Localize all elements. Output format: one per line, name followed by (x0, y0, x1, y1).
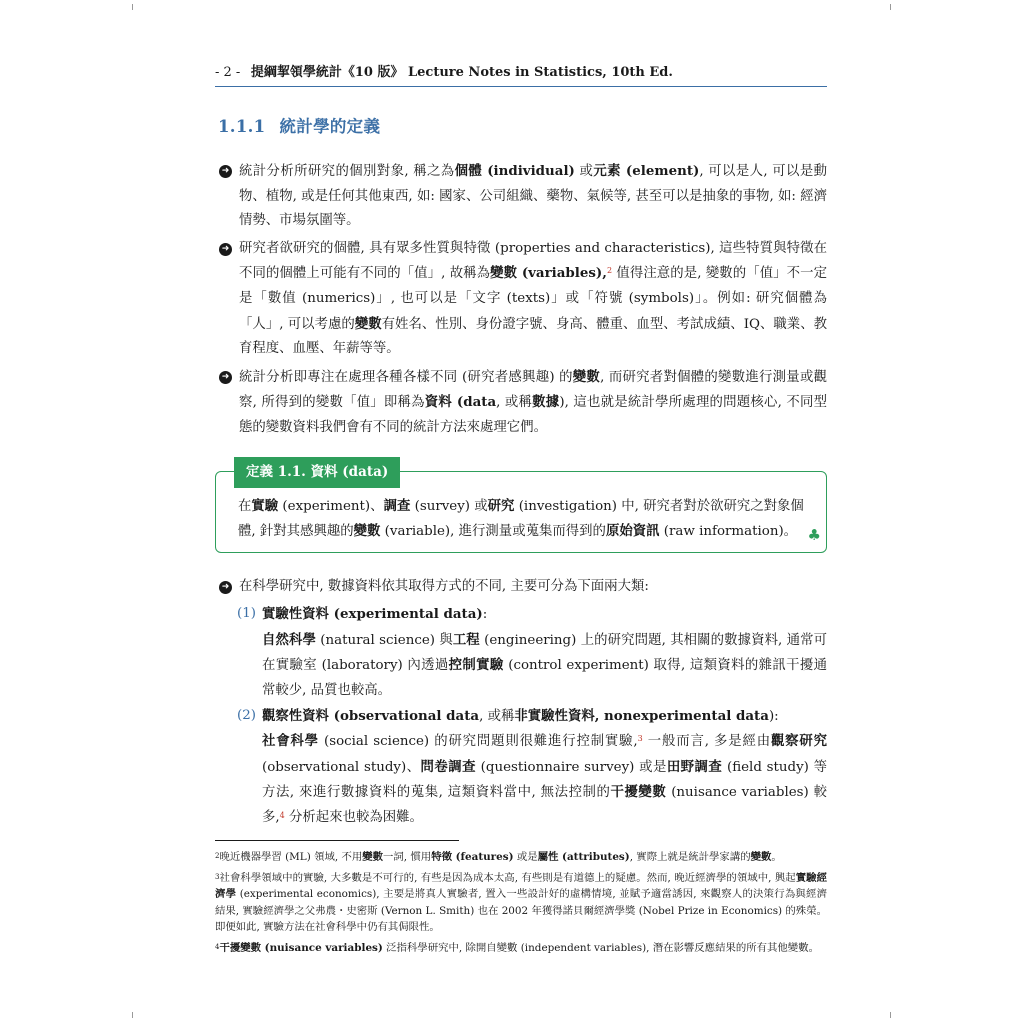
footnote-text (219, 942, 819, 954)
bold-term: 研究 (487, 497, 515, 514)
bold-term: 變數 (variables) (490, 265, 603, 282)
text-run: : (482, 607, 488, 623)
definition-text (238, 499, 804, 539)
bold-term: 觀察性資料 (observational data (262, 707, 480, 724)
bold-term: 田野調查 (666, 758, 723, 775)
sub-item-title (262, 607, 487, 622)
bold-term: 工程 (452, 631, 480, 648)
text-run: , 實際上就是統計學家講的 (629, 851, 751, 864)
bold-term: 實驗性資料 (experimental data) (262, 606, 483, 623)
text-run: (natural science) 與 (315, 632, 453, 648)
text-run: , 或稱 (479, 708, 515, 724)
sub-item-text (262, 734, 827, 825)
text-run: 泛指科學研究中, 除開自變數 (independent variables), 潛在影響反應結果的所有其他變數。 (382, 941, 819, 954)
text-run: 晚近機器學習 (ML) 領域, 不用 (219, 851, 363, 864)
footnote-text (219, 851, 781, 863)
bullet-list-2 (215, 575, 827, 831)
text-run: , 而研究者對個體的變數進行測量或觀察, 所得到的變數「值」即稱為 (239, 369, 828, 411)
footnote-mark: 3 (215, 872, 220, 881)
sub-item-title (262, 709, 779, 724)
footnote-divider (215, 840, 459, 841)
bold-term: 觀察研究 (770, 733, 828, 750)
footnote-reference: 4 (279, 810, 285, 820)
sub-item-number: (1) (237, 606, 256, 622)
arrow-circle-icon: ➜ (219, 165, 232, 178)
document-page (215, 60, 827, 960)
bold-term: 個體 (individual) (454, 163, 575, 179)
bullet-list (215, 159, 827, 441)
footnote (215, 870, 827, 936)
crop-mark (890, 4, 891, 10)
sub-item-heading (215, 704, 827, 730)
section-number: 1.1.1 (218, 117, 266, 136)
bullet-text: 在科學研究中, 數據資料依其取得方式的不同, 主要可分為下面兩大類: (239, 578, 649, 594)
text-run: 一般而言, 多是經由 (642, 734, 771, 750)
bold-term: 變數 (353, 522, 381, 539)
sub-item-text (262, 633, 827, 698)
bullet-item (215, 365, 827, 441)
text-run: (social science) 的研究問題則很難進行控制實驗, (318, 734, 638, 750)
arrow-circle-icon: ➜ (219, 581, 232, 594)
text-run: (experimental economics), 主要是將真人實驗者, 置入一些設計好的虛構情境, 並賦予適當誘因, 來觀察人的決策行為與經濟結果, 實驗經濟學之父弗農・史密斯 (Vernon L. Smith) 也在 2002 年獲得諾貝爾經濟學獎 (Nobel Prize in Economics) 的殊榮。即便如此, 實驗方法在社會科學中仍有其侷限性。 (215, 888, 827, 934)
crop-mark (132, 4, 133, 10)
bold-term: 變數 (354, 315, 382, 332)
bold-term: 干擾變數 (nuisance variables) (219, 941, 383, 954)
sub-item-body (215, 628, 827, 704)
footnote-text (215, 872, 827, 934)
text-run: (observational study)、 (262, 759, 421, 775)
crop-mark (132, 1012, 133, 1018)
sub-item-body (215, 729, 827, 830)
running-header (215, 60, 827, 87)
text-run: 有姓名、性別、身份證字號、身高、體重、血型、考試成績、IQ、職業、教育程度、血壓、年薪等等。 (239, 316, 828, 357)
bullet-item (215, 237, 827, 362)
bold-term: 實驗 (251, 497, 279, 514)
page-number: - 2 - (215, 65, 241, 80)
text-run: (survey) 或 (410, 498, 488, 514)
bold-term: 元素 (element) (593, 163, 700, 179)
bold-term: 問卷調查 (420, 758, 476, 775)
footnotes (215, 849, 827, 956)
footnote-reference: 3 (637, 734, 643, 744)
bold-term: 變數 (750, 851, 772, 864)
bold-term: 社會科學 (262, 733, 319, 750)
book-title: 提綱挈領學統計《10 版》 Lecture Notes in Statistics, 10th Ed. (250, 65, 673, 80)
bold-term: 特徵 (features) (431, 851, 514, 864)
bold-term: 控制實驗 (448, 657, 504, 674)
bold-term: 非實驗性資料, nonexperimental data (514, 707, 769, 724)
bullet-item (215, 159, 827, 234)
text-run: , 或稱 (496, 395, 533, 411)
bold-term: 變數 (572, 368, 601, 385)
footnote-mark: 2 (215, 852, 220, 861)
bold-term: 自然科學 (262, 631, 316, 648)
bullet-text (239, 370, 827, 435)
bold-term: 干擾變數 (610, 784, 667, 801)
text-run: (variable), 進行測量或蒐集而得到的 (380, 523, 606, 539)
text-run: 一詞, 慣用 (383, 851, 432, 864)
text-run: (field study) 等方法, 來進行數據資料的蒐集, 這類資料當中, 無法控制的 (262, 759, 827, 801)
bold-term: 調查 (383, 497, 411, 514)
text-run: 值得注意的是, 變數的「值」不一定是「數值 (numerics)」, 也可以是「文字 (texts)」或「符號 (symbols)」。例如: 研究個體為「人」, 可以考慮的 (239, 266, 827, 332)
arrow-circle-icon: ➜ (219, 243, 232, 256)
text-run: ): (768, 708, 779, 724)
text-run: 或是 (513, 851, 538, 864)
sub-item-heading (215, 602, 827, 628)
footnote-reference: 2 (606, 266, 613, 276)
text-run: (experiment)、 (278, 498, 384, 514)
text-run: 統計分析即專注在處理各種各樣不同 (研究者感興趣) 的 (239, 369, 573, 385)
footnote-mark: 4 (215, 942, 220, 951)
text-run: 。 (771, 851, 782, 864)
text-run: (raw information)。 (659, 523, 798, 539)
footnote (215, 849, 827, 866)
text-run: , 可以是人, 可以是動物、植物, 或是任何其他東西, 如: 國家、公司組織、藥物、氣候等, 甚至可以是抽象的事物, 如: 經濟情勢、市場氛圍等。 (239, 164, 828, 229)
sub-item-number: (2) (237, 707, 256, 723)
bold-term: 原始資訊 (605, 522, 660, 539)
crop-mark (890, 1012, 891, 1018)
arrow-circle-icon: ➜ (219, 371, 232, 384)
bullet-item (215, 575, 827, 600)
text-run: 社會科學領域中的實驗, 大多數是不可行的, 有些是因為成本太高, 有些則是有道德上的疑慮。然而, 晚近經濟學的領域中, 興起 (219, 871, 796, 884)
text-run: ), 這也就是統計學所處理的問題核心, 不同型態的變數資料我們會有不同的統計方法來處理它們。 (239, 395, 828, 435)
bold-term: 變數 (362, 851, 384, 864)
bold-term: , (602, 265, 607, 282)
text-run: 研究者欲研究的個體, 具有眾多性質與特徵 (properties and characteristics), 這些特質與特徵在不同的個體上可能有不同的「值」, 故稱為 (239, 240, 827, 282)
text-run: (engineering) 上的研究問題, 其相關的數據資料, 通常可在實驗室 (laboratory) 內透過 (262, 632, 828, 674)
bold-term: 數據 (532, 394, 560, 411)
text-run: 統計分析所研究的個別對象, 稱之為 (239, 164, 455, 179)
text-run: 分析起來也較為困難。 (284, 809, 423, 825)
bold-term: 屬性 (attributes) (537, 851, 630, 864)
text-run: 或 (574, 164, 594, 179)
bold-term: 實驗經濟學 (215, 871, 828, 901)
definition-label: 定義 1.1. 資料 (data) (234, 457, 400, 488)
section-heading (218, 113, 827, 137)
section-title: 統計學的定義 (279, 117, 381, 136)
bold-term: 資料 (data (424, 394, 497, 411)
text-run: (questionnaire survey) 或是 (475, 759, 667, 775)
club-icon: ♣ (807, 525, 821, 544)
bullet-text (239, 241, 827, 356)
text-run: (investigation) 中, 研究者對於欲研究之對象個體, 針對其感興趣的 (238, 498, 804, 539)
definition-box (215, 463, 827, 553)
text-run: (control experiment) 取得, 這類資料的雜訊干擾通常較少, 品質也較高。 (262, 658, 828, 698)
text-run: (nuisance variables) 較多, (262, 785, 827, 825)
footnote (215, 940, 827, 957)
text-run: 在 (238, 498, 252, 514)
bullet-text (239, 164, 827, 228)
